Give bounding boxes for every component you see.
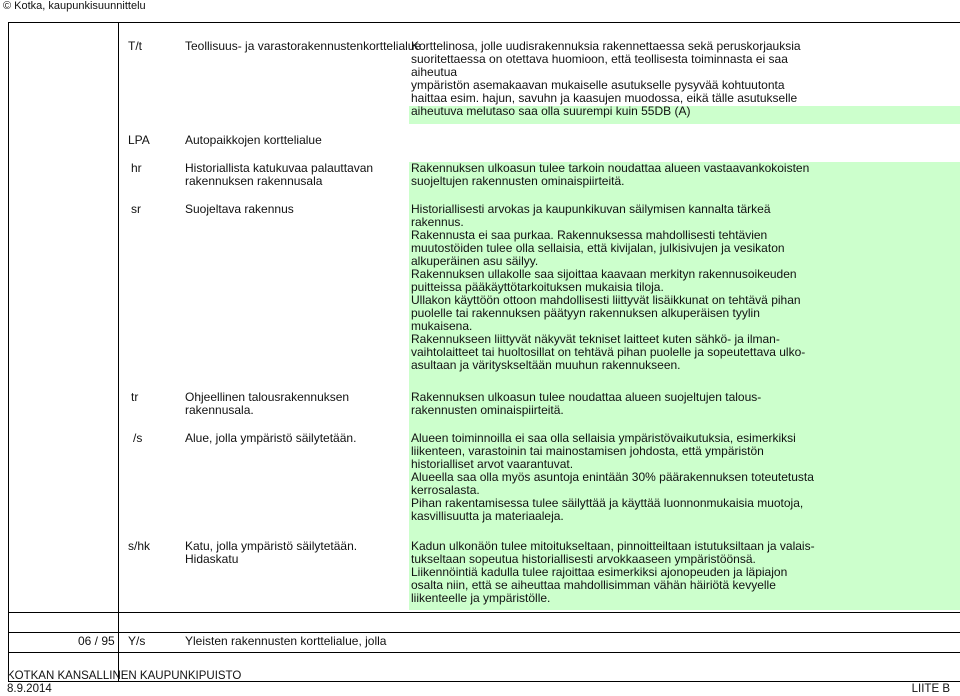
row-code: sr: [131, 202, 141, 216]
row-name: Katu, jolla ympäristö säilytetään. Hidaskatu: [185, 539, 358, 566]
row-name: Autopaikkojen korttelialue: [185, 133, 322, 147]
row-name: Alue, jolla ympäristö säilytetään.: [185, 431, 357, 445]
row-name: Yleisten rakennusten korttelialue, jolla: [185, 634, 387, 648]
grid-line: [8, 612, 960, 613]
grid-line: [8, 22, 960, 23]
row-code: T/t: [128, 39, 142, 53]
grid-line: [8, 632, 960, 633]
footer-date: 8.9.2014: [7, 683, 52, 695]
row-name: Teollisuus- ja varastorakennustenkorttelialue: [185, 39, 422, 53]
row-description: Alueen toiminnoilla ei saa olla sellaisia ympäristövaikutuksia, esimerkiksi liikenteen, varastoinin tai mainostamisen johdosta, että ympäristön historialliset arvot vaarantuvat. Alueella saa olla myös asuntoja enintään 30% päärakennuksen toteutetusta kerrosalasta. Pihan rakentamisessa tulee säilyttää ja käyttää luonnonmukaisia muotoja, kasvillisuutta ja materiaaleja.: [411, 431, 814, 523]
row-description: Historiallisesti arvokas ja kaupunkikuvan säilymisen kannalta tärkeä rakennus. Rakennusta ei saa purkaa. Rakennuksessa mahdollisesti tehtävien muutostöiden tulee olla sellaisia, että kivijalan, julkisivujen ja vesikaton alkuperäinen asu säilyy. Rakennuksen ullakolle saa sijoittaa kaavaan merkityn rakennusoikeuden puitteissa pääkäyttötarkoituksen mukaisia tiloja. Ullakon käyttöön ottoon mahdollisesti liittyvät lisäikkunat on tehtävä pihan puolelle tai rakennuksen päätyyn rakennuksen alkuperäisen tyylin mukaisena. Rakennukseen liittyvät näkyvät tekniset laitteet kuten sähkö- ja ilman- vaihtolaitteet tai huoltosillat on tehtävä pihan puolelle ja sopeutettava ulko- asultaan ja värityskseltään muuhun rakennukseen.: [411, 202, 806, 372]
row-name: Ohjeellinen talousrakennuksen rakennusala.: [185, 390, 350, 417]
row-code: LPA: [128, 133, 150, 147]
row-code: hr: [131, 161, 142, 175]
row-code: tr: [131, 390, 139, 404]
grid-line: [8, 22, 9, 682]
row-code: /s: [133, 431, 143, 445]
row-name: Suojeltava rakennus: [185, 202, 294, 216]
row-description: Rakennuksen ulkoasun tulee tarkoin noudattaa alueen vastaavankokoisten suojeltujen rakennusten ominaispiirteitä.: [411, 161, 810, 188]
footer-org: KOTKAN KANSALLINEN KAUPUNKIPUISTO: [7, 670, 242, 682]
copyright-header: © Kotka, kaupunkisuunnittelu: [3, 0, 146, 12]
row-description: Rakennuksen ulkoasun tulee noudattaa alueen suojeltujen talous- rakennusten ominaispiirteitä.: [411, 390, 762, 417]
footer-appendix: LIITE B: [911, 683, 950, 695]
row-name: Historiallista katukuvaa palauttavan rakennuksen rakennusala: [185, 161, 374, 188]
row-description: Korttelinosa, jolle uudisrakennuksia rakennettaessa sekä peruskorjauksia suoritettaessa on otettava huomioon, että teollisesta toiminnasta ei saa aiheutua ympäristön asemakaavan mukaiselle asutukselle pysyvää kohtuutonta haittaa esim. hajun, savuhn ja kaasujen muodossa, eikä tälle asutukselle aiheutuva melutaso saa olla suurempi kuin 55DB (A): [411, 39, 801, 118]
grid-line: [118, 22, 119, 682]
row-code: Y/s: [128, 634, 146, 648]
page-number: 06 / 95: [78, 634, 115, 648]
legend-table: [0, 22, 960, 682]
row-code: s/hk: [128, 539, 151, 553]
row-description: Kadun ulkonäön tulee mitoitukseltaan, pinnoitteiltaan istutuksiltaan ja valais- tukseltaan sopeutua historiallisesti arvokkaaseen ympäristöönsä. Liikennöintiä kadulla tulee rajoittaa esimerkiksi ajonopeuden ja läpiajon osalta niin, että se aiheuttaa mahdollisimman vähän häiriötä kevyelle liikenteelle ja ympäristölle.: [411, 539, 815, 605]
grid-line: [8, 652, 960, 653]
